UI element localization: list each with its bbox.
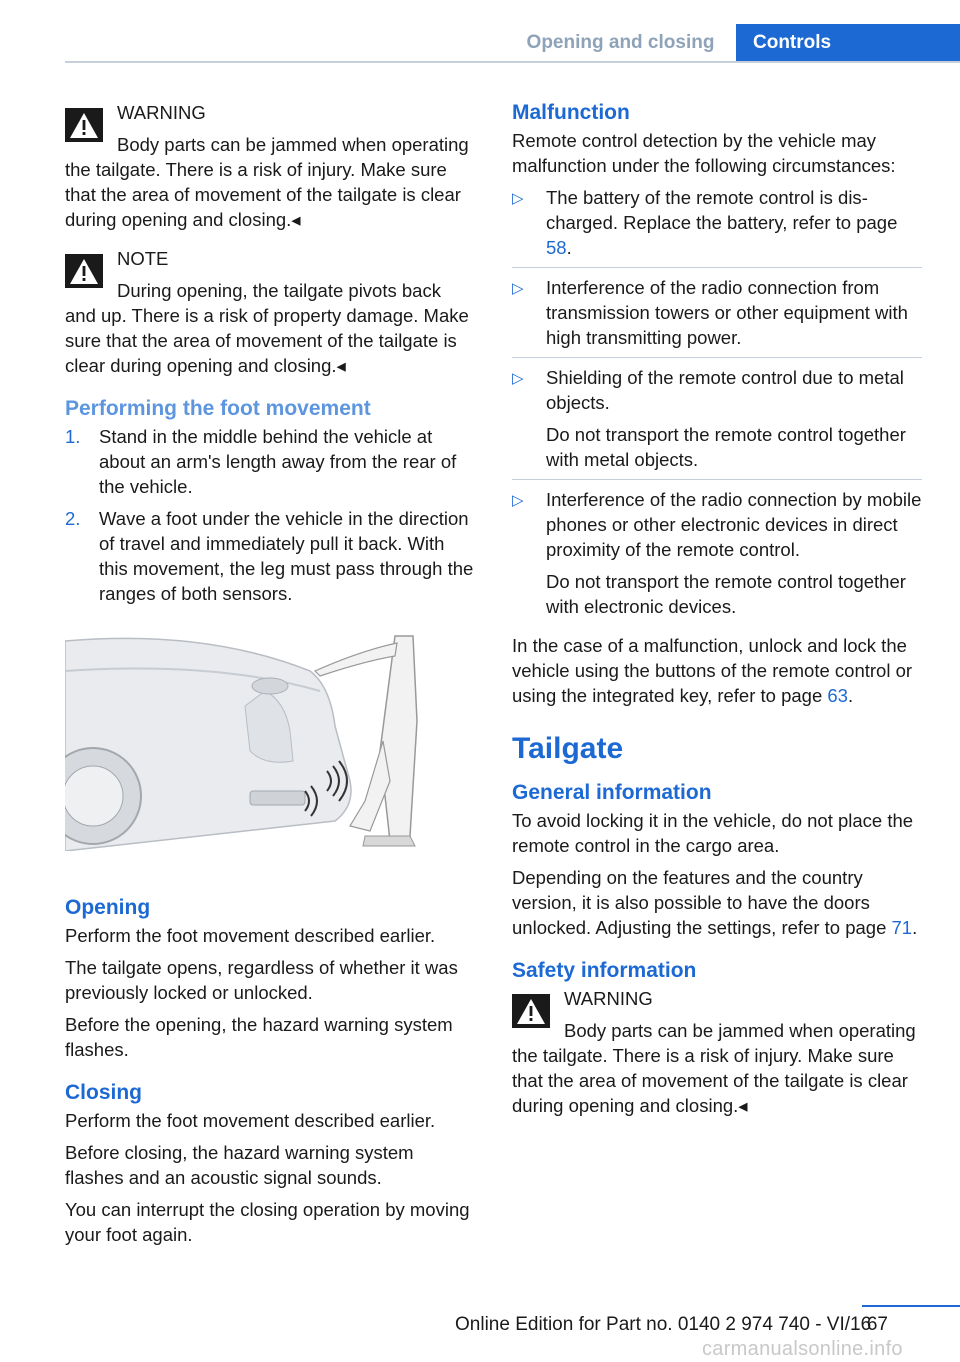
opening-paragraph-1: Perform the foot movement described earlier.	[65, 925, 436, 946]
list-item-text: Interference of the radio connection from transmission towers or other equipment with high transmitting power.	[546, 277, 908, 348]
warning-keyword: WARNING	[117, 102, 206, 123]
step-number: 2.	[65, 508, 81, 529]
malfunction-heading: Malfunction	[512, 101, 630, 124]
general-paragraph-2	[512, 865, 922, 940]
step-text: Wave a foot under the vehicle in the direction of travel and immediately pull it back. With this movement, the leg must pass through the ranges of both sensors.	[99, 508, 474, 604]
opening-heading: Opening	[65, 896, 151, 919]
outro-text: In the case of a malfunction, unlock and lock the vehicle using the buttons of the remote control or using the integrated key, refer to page	[512, 635, 913, 706]
warning-box	[65, 100, 475, 232]
foot-movement-heading: Performing the foot movement	[65, 397, 371, 420]
list-item	[512, 487, 922, 626]
closing-heading: Closing	[65, 1081, 142, 1104]
list-item	[65, 506, 475, 606]
warning-box	[512, 986, 922, 1118]
page-link-63[interactable]: 63	[827, 685, 848, 706]
note-text: During opening, the tailgate pivots back and up. There is a risk of property damage. Make sure that the area of movement of the tailgate is clear during opening and closing.◂	[65, 280, 469, 376]
closing-paragraph-3: You can interrupt the closing operation by moving your foot again.	[65, 1199, 470, 1245]
malfunction-intro: Remote control detection by the vehicle may malfunction under the following circumstances:	[512, 130, 896, 176]
bullet-triangle-icon: ▷	[512, 492, 524, 509]
header-tab-controls: Controls	[736, 24, 960, 62]
tailgate-title: Tailgate	[512, 732, 624, 765]
watermark: carmanualsonline.info	[702, 1338, 903, 1360]
step-text: Stand in the middle behind the vehicle at about an arm's length away from the rear of the vehicle.	[99, 426, 457, 497]
general-information-heading: General information	[512, 781, 712, 804]
list-item-after: .	[566, 237, 572, 258]
list-item	[65, 424, 475, 499]
warning-keyword: WARNING	[564, 988, 653, 1009]
warning-text: Body parts can be jammed when operating the tailgate. There is a risk of injury. Make sure that the area of movement of the tailgate is clear during opening and closing.◂	[65, 134, 469, 230]
closing-paragraph-2: Before closing, the hazard warning system flashes and an acoustic signal sounds.	[65, 1142, 414, 1188]
footer-rule	[862, 1305, 960, 1307]
page-link-58[interactable]: 58	[546, 237, 567, 258]
closing-paragraph-1: Perform the foot movement described earlier.	[65, 1110, 436, 1131]
malfunction-outro	[512, 633, 922, 708]
list-item	[512, 185, 922, 268]
edition-text: Online Edition for Part no. 0140 2 974 740 - VI/16	[455, 1314, 872, 1335]
step-number: 1.	[65, 426, 81, 447]
foot-steps-list	[65, 424, 475, 606]
left-column	[65, 100, 475, 1254]
list-item-subtext: Do not transport the remote control together with metal objects.	[546, 424, 906, 470]
general-text: Depending on the features and the country version, it is also possible to have the doors unlocked. Adjusting the settings, refer to page	[512, 867, 892, 938]
note-box	[65, 246, 475, 378]
list-item	[512, 275, 922, 358]
bullet-triangle-icon: ▷	[512, 280, 524, 297]
outro-after: .	[847, 685, 854, 706]
bullet-triangle-icon: ▷	[512, 190, 524, 207]
warning-icon	[65, 108, 103, 142]
list-item-subtext: Do not transport the remote control together with electronic devices.	[546, 571, 906, 617]
warning-icon	[512, 994, 550, 1028]
header-rule	[65, 61, 960, 63]
note-keyword: NOTE	[117, 248, 169, 269]
bullet-triangle-icon: ▷	[512, 370, 524, 387]
foot-movement-illustration	[65, 631, 420, 851]
list-item	[512, 365, 922, 480]
general-paragraph-1: To avoid locking it in the vehicle, do not place the remote control in the cargo area.	[512, 810, 914, 856]
caution-icon	[65, 254, 103, 288]
opening-paragraph-3: Before the opening, the hazard warning system flashes.	[65, 1014, 453, 1060]
general-after: .	[912, 917, 918, 938]
safety-information-heading: Safety information	[512, 959, 697, 982]
page-number: 67	[866, 1314, 888, 1335]
page-link-71[interactable]: 71	[891, 917, 913, 938]
list-item-text: The battery of the remote control is discharged. Replace the battery, refer to page	[546, 187, 898, 233]
header-section-title: Opening and closing	[526, 32, 715, 53]
opening-paragraph-2: The tailgate opens, regardless of whether it was previously locked or unlocked.	[65, 957, 458, 1003]
malfunction-list	[512, 185, 922, 626]
warning-text: Body parts can be jammed when operating the tailgate. There is a risk of injury. Make sure that the area of movement of the tailgate is clear during opening and closing.◂	[512, 1020, 916, 1116]
list-item-text: Interference of the radio connection by mobile phones or other electronic devices in direct proximity of the remote control.	[546, 489, 922, 560]
list-item-text: Shielding of the remote control due to metal objects.	[546, 367, 904, 413]
right-column	[512, 100, 922, 1132]
